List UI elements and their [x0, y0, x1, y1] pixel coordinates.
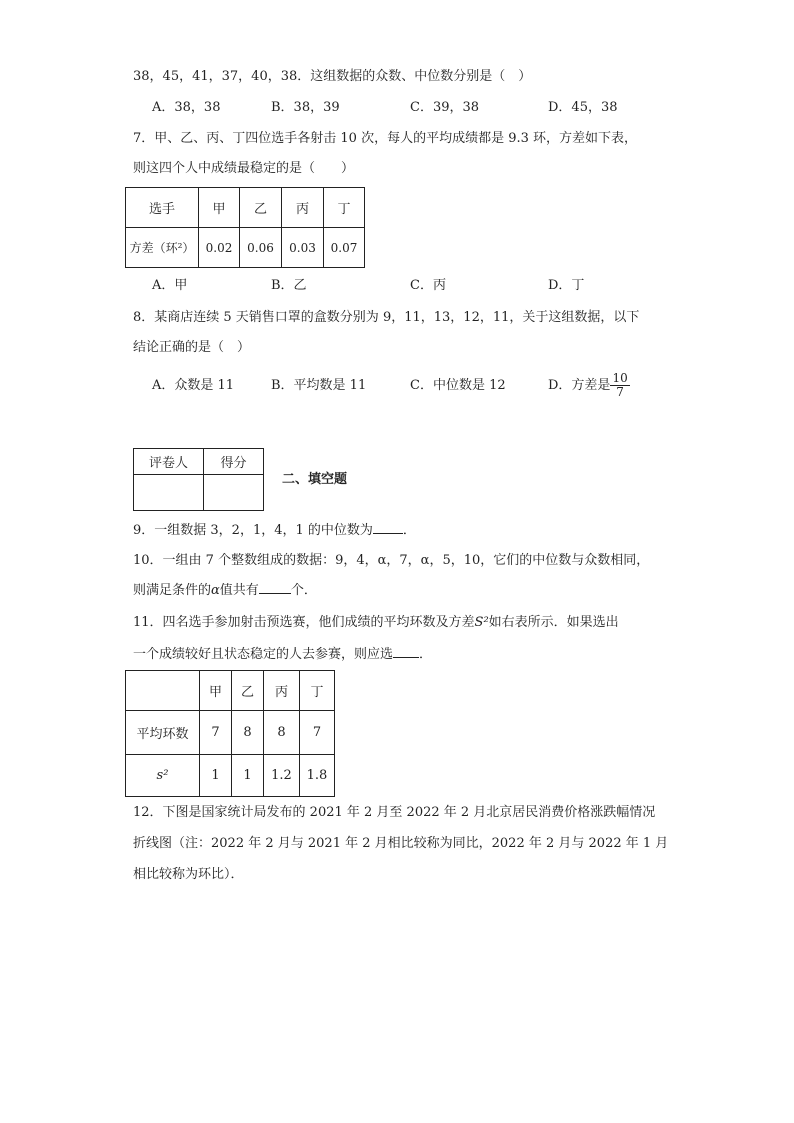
q8-option-c: C．中位数是 12 — [410, 378, 506, 393]
q7-table-cell: 0.03 — [282, 228, 324, 268]
q12-line1: 12．下图是国家统计局发布的 2021 年 2 月至 2022 年 2 月北京居民消费价格涨跌幅情况 — [133, 805, 656, 820]
q12-line3: 相比较称为环比）． — [133, 867, 244, 882]
q11-table-cell: 甲 — [200, 671, 232, 711]
q7-table-cell: 丁 — [324, 188, 365, 228]
q7-table-cell: 0.07 — [324, 228, 365, 268]
q12-line2: 折线图（注：2022 年 2 月与 2021 年 2 月相比较称为同比，2022 年 2 月与 2022 年 1 月 — [133, 836, 669, 851]
q11-table-cell: 1 — [232, 755, 264, 797]
q11-table-cell: 7 — [200, 711, 232, 755]
q11-line2 — [133, 646, 432, 664]
q11-line1 — [133, 614, 619, 632]
q7-option-b: B．乙 — [271, 278, 307, 293]
q8-option-d-label: D．方差是 — [548, 378, 611, 393]
q11-line1a: 11．四名选手参加射击预选赛，他们成绩的平均环数及方差 — [133, 615, 475, 630]
grader-label: 评卷人 — [134, 449, 204, 475]
q10-line2b: 值共有 — [219, 583, 259, 598]
q7-line1: 7．甲、乙、丙、丁四位选手各射击 10 次，每人的平均成绩都是 9.3 环，方差如下表， — [133, 131, 638, 146]
q7-table-cell: 乙 — [240, 188, 282, 228]
q8-line2: 结论正确的是（ ） — [133, 340, 251, 355]
q7-table-cell: 甲 — [199, 188, 240, 228]
q11-table-cell: 8 — [264, 711, 300, 755]
q10-line2a: 则满足条件的 — [133, 583, 212, 598]
q11-line1b: 如右表所示．如果选出 — [488, 615, 619, 630]
q8-option-a: A．众数是 11 — [152, 378, 235, 393]
q6-option-c: C．39，38 — [410, 100, 480, 115]
q11-line2-text: 一个成绩较好且状态稳定的人去参赛，则应选 — [133, 647, 394, 662]
q7-table-cell: 方差（环²） — [126, 228, 199, 268]
q11-table-cell: 乙 — [232, 671, 264, 711]
score-label: 得分 — [204, 449, 264, 475]
q8-option-b: B．平均数是 11 — [271, 378, 367, 393]
q11-score-table — [125, 670, 335, 797]
q9-stem: 9．一组数据 3，2，1，4，1 的中位数为 — [133, 523, 373, 538]
section-title: 二、填空题 — [282, 472, 348, 487]
q7-option-d: D．丁 — [548, 278, 585, 293]
grader-score-box — [133, 448, 264, 511]
q11-table-cell: 丙 — [264, 671, 300, 711]
fraction — [610, 372, 629, 399]
q11-table-cell: 1.8 — [300, 755, 335, 797]
q6-option-a: A．38，38 — [152, 100, 221, 115]
q6-stem: 38，45，41，37，40，38．这组数据的众数、中位数分别是（ ） — [133, 69, 532, 84]
q9-answer-blank[interactable] — [373, 533, 403, 534]
q7-table-cell: 选手 — [126, 188, 199, 228]
q7-line2: 则这四个人中成绩最稳定的是（ ） — [133, 161, 355, 176]
q11-table-cell: 丁 — [300, 671, 335, 711]
q10-line2c: 个． — [290, 583, 317, 598]
q10-line1: 10．一组由 7 个整数组成的数据：9，4，α，7，α，5，10，它们的中位数与众数相同， — [133, 553, 650, 568]
q7-table-cell: 0.06 — [240, 228, 282, 268]
q9-text — [133, 522, 416, 540]
q11-line2-end: ． — [419, 647, 433, 662]
q11-table-cell: 1.2 — [264, 755, 300, 797]
q11-table-cell: 1 — [200, 755, 232, 797]
s-squared: S² — [474, 615, 489, 630]
q11-answer-blank[interactable] — [393, 657, 419, 658]
q10-answer-blank[interactable] — [259, 593, 291, 594]
q11-table-cell — [126, 671, 200, 711]
q10-line2 — [133, 582, 317, 600]
q6-option-d: D．45，38 — [548, 100, 618, 115]
q11-table-cell: 平均环数 — [126, 711, 200, 755]
alpha-symbol: α — [211, 583, 220, 598]
q7-variance-table — [125, 187, 365, 268]
score-field[interactable] — [204, 475, 264, 511]
q11-table-cell: s² — [126, 755, 200, 797]
q6-option-b: B．38，39 — [271, 100, 340, 115]
q8-option-d — [548, 370, 630, 402]
q7-table-cell: 0.02 — [199, 228, 240, 268]
q7-table-cell: 丙 — [282, 188, 324, 228]
q7-option-c: C．丙 — [410, 278, 446, 293]
fraction-denominator: 7 — [616, 385, 624, 399]
q11-table-cell: 7 — [300, 711, 335, 755]
q7-option-a: A．甲 — [152, 278, 188, 293]
q8-line1: 8．某商店连续 5 天销售口罩的盒数分别为 9，11，13，12，11，关于这组数据，以下 — [133, 310, 640, 325]
q9-end: ． — [402, 523, 416, 538]
fraction-numerator: 10 — [612, 371, 628, 385]
q11-table-cell: 8 — [232, 711, 264, 755]
grader-field[interactable] — [134, 475, 204, 511]
